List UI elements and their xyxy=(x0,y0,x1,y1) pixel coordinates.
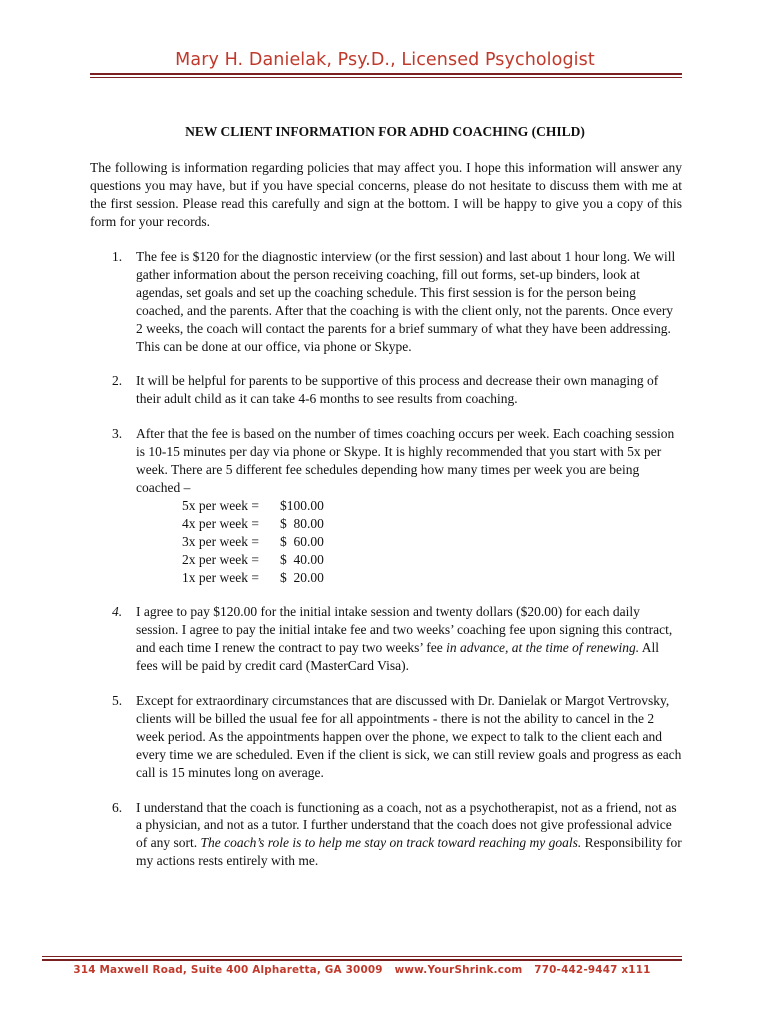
item-number: 2. xyxy=(112,373,123,389)
item-number: 3. xyxy=(112,426,123,442)
letterhead: Mary H. Danielak, Psy.D., Licensed Psychologist xyxy=(175,50,595,70)
policy-item-4 xyxy=(90,603,682,675)
fee-amount: $ 80.00 xyxy=(280,515,324,531)
fee-label: 5x per week = xyxy=(182,497,259,513)
fee-row xyxy=(182,551,682,569)
item-number: 6. xyxy=(112,799,123,815)
fee-label: 1x per week = xyxy=(182,569,259,585)
item-text: I understand that the coach is functioning as a coach, not as a psychotherapist, not as a friend, not as a physician, and not as a tutor. I further understand that the coach does not give professional advice of any sort. xyxy=(136,799,677,851)
fee-amount: $ 40.00 xyxy=(280,551,324,567)
policy-item-3 xyxy=(90,425,682,586)
header-rule-thin xyxy=(90,77,682,78)
policy-list xyxy=(90,248,682,887)
item-text: I agree to pay $120.00 for the initial intake session and twenty dollars ($20.00) for each daily session. I agree to pay the initial intake fee and two weeks’ coaching fee upon signing this contract, and each time I renew the contract to pay two weeks’ fee xyxy=(136,604,673,656)
footer-contact xyxy=(42,964,682,976)
item-text-after: Responsibility for my actions rests entirely with me. xyxy=(136,835,682,869)
item-text: It will be helpful for parents to be supportive of this process and decrease their own managing of their adult child as it can take 4-6 months to see results from coaching. xyxy=(136,373,659,407)
item-number: 5. xyxy=(112,693,123,709)
fee-amount: $ 60.00 xyxy=(280,533,324,549)
item-italic-text: in advance, at the time of renewing. xyxy=(446,640,640,656)
footer-rule-thick xyxy=(42,959,682,961)
footer-address: 314 Maxwell Road, Suite 400 Alpharetta, GA 30009 xyxy=(73,964,383,976)
fee-row xyxy=(182,515,682,533)
fee-label: 3x per week = xyxy=(182,533,259,549)
policy-item-1 xyxy=(90,248,682,355)
item-italic-text: The coach’s role is to help me stay on track toward reaching my goals. xyxy=(200,835,582,851)
fee-label: 2x per week = xyxy=(182,551,259,567)
item-text-after: All fees will be paid by credit card (MasterCard Visa). xyxy=(136,640,659,674)
item-number: 1. xyxy=(112,249,123,264)
document-title: NEW CLIENT INFORMATION FOR ADHD COACHING (CHILD) xyxy=(185,124,585,139)
fee-schedule xyxy=(136,497,682,587)
item-text: Except for extraordinary circumstances that are discussed with Dr. Danielak or Margot Vertrovsky, clients will be billed the usual fee for all appointments - there is not the ability to cancel in the 2 week period. As the appointments happen over the phone, we expect to talk to the client each and every time we are scheduled. Even if the client is sick, we can still review goals and progress as each call is 15 minutes long on average. xyxy=(136,693,682,780)
item-text: After that the fee is based on the number of times coaching occurs per week. Each coaching session is 10-15 minutes per day via phone or Skype. It is highly recommended that you start with 5x per week. There are 5 different fee schedules depending how many times per week you are being coached – xyxy=(136,426,675,495)
header-rule-thick xyxy=(90,73,682,75)
fee-row xyxy=(182,569,682,587)
footer-website[interactable]: www.YourShrink.com xyxy=(394,964,523,976)
footer-phone: 770-442-9447 x111 xyxy=(534,964,651,976)
intro-paragraph: The following is information regarding policies that may affect you. I hope this information will answer any questions you may have, but if you have special concerns, please do not hesitate to discuss them with me at the first session. Please read this carefully and sign at the bottom. I will be happy to give you a copy of this form for your records. xyxy=(90,160,682,229)
item-text: The fee is $120 for the diagnostic interview (or the first session) and last about 1 hour long. We will gather information about the person receiving coaching, fill out forms, set-up binders, look at agendas, set goals and set up the coaching schedule. This first session is for the person being coached, and the parents. After that the coaching is with the client only, not the parents. Once every 2 weeks, the coach will contact the parents for a brief summary of what they have been addressing. This can be done at our office, via phone or Skype. xyxy=(136,249,676,354)
policy-item-2 xyxy=(90,372,682,408)
item-number: 4. xyxy=(112,604,123,620)
fee-row xyxy=(182,533,682,551)
fee-row xyxy=(182,497,682,515)
footer-rule-thin xyxy=(42,956,682,957)
policy-item-6 xyxy=(90,799,682,871)
policy-item-5 xyxy=(90,692,682,782)
fee-label: 4x per week = xyxy=(182,515,259,531)
fee-amount: $100.00 xyxy=(280,497,324,513)
fee-amount: $ 20.00 xyxy=(280,569,324,585)
